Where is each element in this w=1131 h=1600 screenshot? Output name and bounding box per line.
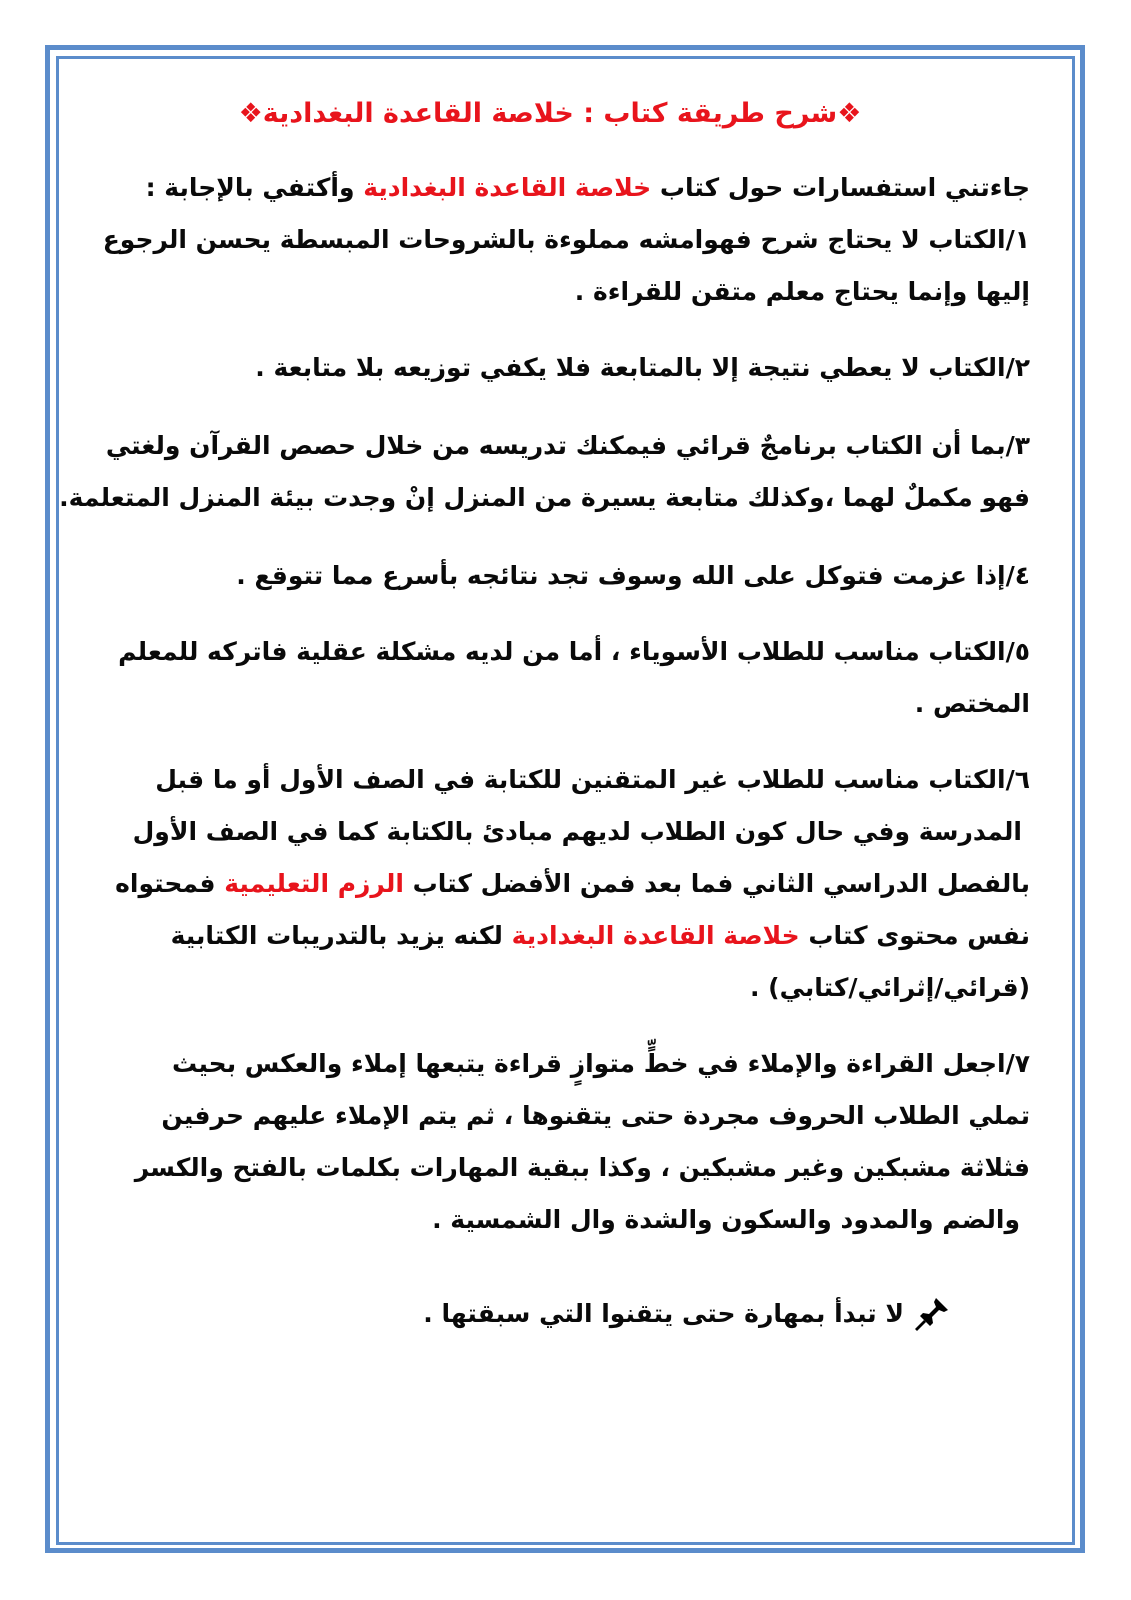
item6-line4 xyxy=(171,916,1030,956)
item5-line2: المختص . xyxy=(914,689,1030,718)
item4-line1: ٤/إذا عزمت فتوكل على الله وسوف تجد نتائجه بأسرع مما تتوقع . xyxy=(236,561,1030,590)
intro-text-before: جاءتني استفسارات حول كتاب xyxy=(651,173,1030,202)
item7-line2: تملي الطلاب الحروف مجردة حتى يتقنوها ، ثم يتم الإملاء عليهم حرفين xyxy=(161,1101,1030,1130)
item7-line3: فثلاثة مشبكين وغير مشبكين ، وكذا ببقية المهارات بكلمات بالفتح والكسر xyxy=(134,1153,1030,1182)
item2-line1: ٢/الكتاب لا يعطي نتيجة إلا بالمتابعة فلا يكفي توزيعه بلا متابعة . xyxy=(255,353,1030,382)
item6-line2: المدرسة وفي حال كون الطلاب لديهم مبادئ بالكتابة كما في الصف الأول xyxy=(132,817,1022,846)
item5-line1: ٥/الكتاب مناسب للطلاب الأسوياء ، أما من لديه مشكلة عقلية فاتركه للمعلم xyxy=(118,637,1030,666)
item3-line2: فهو مكملٌ لهما ،وكذلك متابعة يسيرة من المنزل إنْ وجدت بيئة المنزل المتعلمة. xyxy=(59,483,1030,512)
note-text: لا تبدأ بمهارة حتى يتقنوا التي سبقتها . xyxy=(423,1299,904,1328)
item6-book-title-rizam: الرزم التعليمية xyxy=(224,869,404,898)
item6-line3-before: بالفصل الدراسي الثاني فما بعد فمن الأفضل كتاب xyxy=(403,869,1030,898)
intro-book-title: خلاصة القاعدة البغدادية xyxy=(363,173,652,202)
item6-book-title-khulasa: خلاصة القاعدة البغدادية xyxy=(511,921,800,950)
document-title: ❖شرح طريقة كتاب : خلاصة القاعدة البغدادية❖ xyxy=(238,98,862,129)
item6-line5: (قرائي/إثرائي/كتابي) . xyxy=(749,973,1030,1002)
item1-line1: ١/الكتاب لا يحتاج شرح فهوامشه مملوءة بالشروحات المبسطة يحسن الرجوع xyxy=(102,225,1030,254)
item7-line1: ٧/اجعل القراءة والإملاء في خطٍّ متوازٍ قراءة يتبعها إملاء والعكس بحيث xyxy=(172,1049,1030,1078)
intro-text-after: وأكتفي بالإجابة : xyxy=(145,173,364,202)
item6-line1: ٦/الكتاب مناسب للطلاب غير المتقنين للكتابة في الصف الأول أو ما قبل xyxy=(155,765,1030,794)
item7-line4: والضم والمدود والسكون والشدة وال الشمسية . xyxy=(432,1205,1020,1234)
item6-line4-before: نفس محتوى كتاب xyxy=(799,921,1030,950)
item1-line2: إليها وإنما يحتاج معلم متقن للقراءة . xyxy=(574,277,1030,306)
intro-line xyxy=(146,168,1030,208)
item3-line1: ٣/بما أن الكتاب برنامجٌ قرائي فيمكنك تدريسه من خلال حصص القرآن ولغتي xyxy=(105,431,1030,460)
item6-line3 xyxy=(115,864,1030,904)
item6-line3-after: فمحتواه xyxy=(115,869,225,898)
note-line xyxy=(423,1294,950,1334)
pushpin-icon xyxy=(914,1296,950,1332)
item6-line4-after: لكنه يزيد بالتدريبات الكتابية xyxy=(170,921,512,950)
